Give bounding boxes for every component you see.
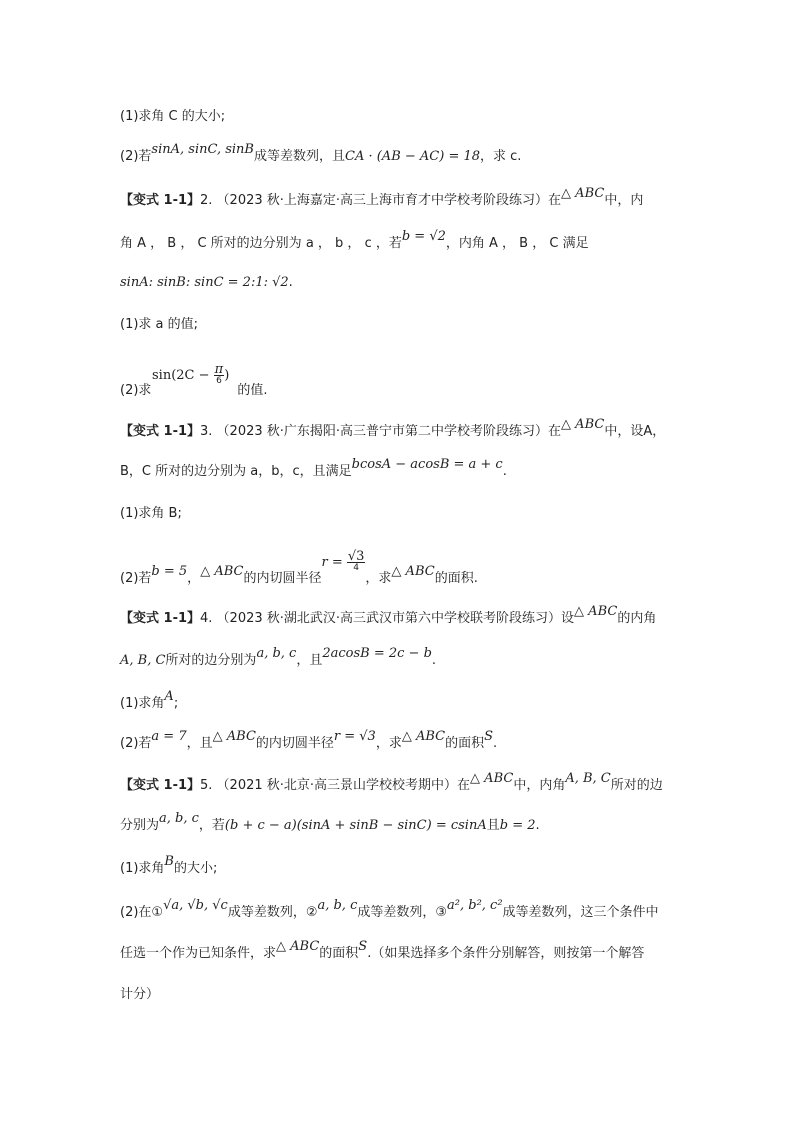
v3-tri: △ ABC (561, 417, 605, 432)
v5-line1-math: A, B, C (565, 771, 611, 786)
q1-part2-math2: CA · (AB − AC) = 18 (345, 149, 481, 164)
v2-line3-math: sinA: sinB: sinC = 2:1: √2 (120, 275, 289, 290)
v5-part2-m1: √a, √b, √c (163, 898, 228, 913)
v3-part2-pre: (2)若 (120, 571, 152, 586)
v5-line1-text: 5. （2021 秋·北京·高三景山学校校考期中）在 (200, 778, 471, 793)
v4-part2-r: r = √3 (333, 729, 376, 744)
v2-line2 (120, 229, 589, 253)
v4-part2-tri2: △ ABC (401, 729, 446, 744)
v3-line2 (120, 457, 507, 481)
v5-line-b-S: S (358, 939, 368, 954)
v4-tri: △ ABC (574, 604, 618, 619)
v5-line1 (120, 771, 663, 795)
q1-part2 (120, 142, 522, 166)
v4-line1-end: 的内角 (617, 611, 657, 626)
v3-line2-math: bcosA − acosB = a + c (351, 457, 503, 472)
v5-line2-math: a, b, c (159, 811, 199, 826)
v4-part2-S: S (484, 729, 494, 744)
v5-line1-mid: 中，内角 (513, 778, 566, 793)
q1-part1 (120, 108, 225, 126)
v3-part2-mid1: ， (187, 571, 201, 586)
v3-line1 (120, 417, 666, 441)
v2-part1-text: (1)求 a 的值; (120, 317, 199, 332)
v4-line2 (120, 646, 437, 670)
v3-part2-r-frac (347, 549, 366, 573)
v5-tri: △ ABC (470, 771, 514, 786)
v4-part2-end: . (493, 736, 498, 751)
v5-part2-t1: 成等差数列，② (227, 905, 318, 920)
v5-line1-end: 所对的边 (610, 778, 663, 793)
v2-part2 (120, 382, 268, 400)
v5-line2-math3: b = 2 (499, 818, 536, 833)
v2-tag: 【变式 1-1】 (120, 193, 201, 208)
v2-part1 (120, 316, 198, 334)
v4-part2-mid2: 的内切圆半径 (255, 736, 334, 751)
v4-part2-tri: △ ABC (212, 729, 256, 744)
v4-part1-pre: (1)求角 (120, 696, 165, 711)
v3-part2-r: r = (321, 555, 347, 570)
v4-part2-mid3: ，求 (375, 736, 402, 751)
q1-part2-math1: sinA, sinC, sinB (151, 142, 254, 157)
v5-line-b-mid: 的面积 (319, 946, 359, 961)
q1-part2-end: ，求 c. (480, 149, 522, 164)
v5-part2 (120, 898, 659, 922)
v3-line2-text: B，C 所对的边分别为 a，b，c，且满足 (120, 464, 352, 479)
v2-part2-pre: (2)求 (120, 383, 152, 398)
v3-part2-mid3: ，求 (365, 571, 392, 586)
v5-part2-m3: a², b², c² (447, 898, 503, 913)
v3-part1-text: (1)求角 B; (120, 506, 182, 521)
v3-part2-b: b = 5 (151, 564, 188, 579)
v5-line2-b: 且 (486, 818, 500, 833)
v4-line1-text: 4. （2023 秋·湖北武汉·高三武汉市第六中学校联考阶段练习）设 (200, 611, 575, 626)
v4-part2-a: a = 7 (151, 729, 187, 744)
v3-part2 (120, 549, 478, 589)
v5-tag: 【变式 1-1】 (120, 778, 201, 793)
v5-line-b (120, 939, 645, 963)
v2-part2-end: 的值. (237, 383, 268, 398)
v3-line1-end: 中，设A， (604, 424, 666, 439)
v2-part2-sin: sin(2C − (152, 368, 214, 383)
v5-line2-end: . (535, 818, 540, 833)
v4-line2-math3: 2acosB = 2c − b (322, 646, 432, 661)
v4-part2-mid1: ，且 (186, 736, 213, 751)
v2-part2-pi: π (214, 362, 224, 377)
v3-line1-text: 3. （2023 秋·广东揭阳·高三普宁市第二中学校考阶段练习）在 (200, 424, 562, 439)
v3-tag: 【变式 1-1】 (120, 424, 201, 439)
v2-tri: △ ABC (561, 186, 605, 201)
v2-part2-six: 6 (216, 376, 222, 386)
v5-part1-end: 的大小; (173, 861, 218, 876)
v3-part2-rden: 4 (353, 563, 359, 573)
v2-part2-close: ) (224, 368, 230, 383)
v3-part2-mid2: 的内切圆半径 (243, 571, 322, 586)
v4-part1-A: A (164, 689, 174, 704)
v5-part2-t2: 成等差数列，③ (357, 905, 448, 920)
v4-line2-math: A, B, C (120, 653, 166, 668)
v4-line2-a: 所对的边分别为 (165, 653, 257, 668)
v3-part2-tri: △ ABC (200, 564, 244, 579)
v2-line3 (120, 274, 293, 292)
v4-line2-math2: a, b, c (256, 646, 297, 661)
v5-line-b-tri: △ ABC (276, 939, 320, 954)
v2-line1-end: 中，内 (604, 193, 644, 208)
q1-part1-text: (1)求角 C 的大小; (120, 109, 226, 124)
v5-line-c (120, 986, 159, 1004)
v5-part2-m2: a, b, c (317, 898, 358, 913)
v5-part1 (120, 854, 218, 878)
v2-line2-b: ，内角 A ， B ， C 满足 (445, 236, 589, 251)
v5-part1-B: B (164, 854, 174, 869)
v5-part2-t3: 成等差数列，这三个条件中 (502, 905, 659, 920)
v4-part2-mid4: 的面积 (445, 736, 485, 751)
v5-part2-pre: (2)在① (120, 905, 164, 920)
v5-line-b-end: .（如果选择多个条件分别解答，则按第一个解答 (367, 946, 645, 961)
v2-line3-end: . (288, 275, 293, 290)
v4-part1-end: ; (173, 696, 179, 711)
v5-part1-pre: (1)求角 (120, 861, 165, 876)
v2-line1 (120, 186, 644, 210)
v4-part2-pre: (2)若 (120, 736, 152, 751)
v2-line2-math: b = √2 (401, 229, 446, 244)
v4-line2-end: . (431, 653, 437, 668)
v3-part2-rnum: √3 (347, 549, 365, 564)
v4-line2-b: ，且 (296, 653, 323, 668)
v5-line-c-text: 计分） (120, 987, 160, 1002)
v5-line2-a: ，若 (198, 818, 225, 833)
v5-line-b-pre: 任选一个作为已知条件，求 (120, 946, 277, 961)
v4-part1 (120, 689, 179, 713)
v3-part2-tri2: △ ABC (391, 564, 435, 579)
v3-part1 (120, 505, 182, 523)
v4-part2 (120, 729, 498, 753)
v5-line2-math2: (b + c − a)(sinA + sinB − sinC) = csinA (224, 818, 487, 833)
v4-tag: 【变式 1-1】 (120, 611, 201, 626)
v2-line1-text: 2. （2023 秋·上海嘉定·高三上海市育才中学校考阶段练习）在 (200, 193, 562, 208)
q1-part2-pre: (2)若 (120, 149, 152, 164)
v5-line2-pre: 分别为 (120, 818, 160, 833)
v4-line1 (120, 604, 657, 628)
v5-line2 (120, 811, 540, 835)
v3-line2-end: . (502, 464, 507, 479)
v3-part2-end: 的面积. (434, 571, 478, 586)
v2-line2-a: 角 A ， B ， C 所对的边分别为 a ， b ， c ，若 (120, 236, 402, 251)
v3-part2-r-wrap (321, 549, 365, 573)
q1-part2-mid: 成等差数列，且 (253, 149, 345, 164)
